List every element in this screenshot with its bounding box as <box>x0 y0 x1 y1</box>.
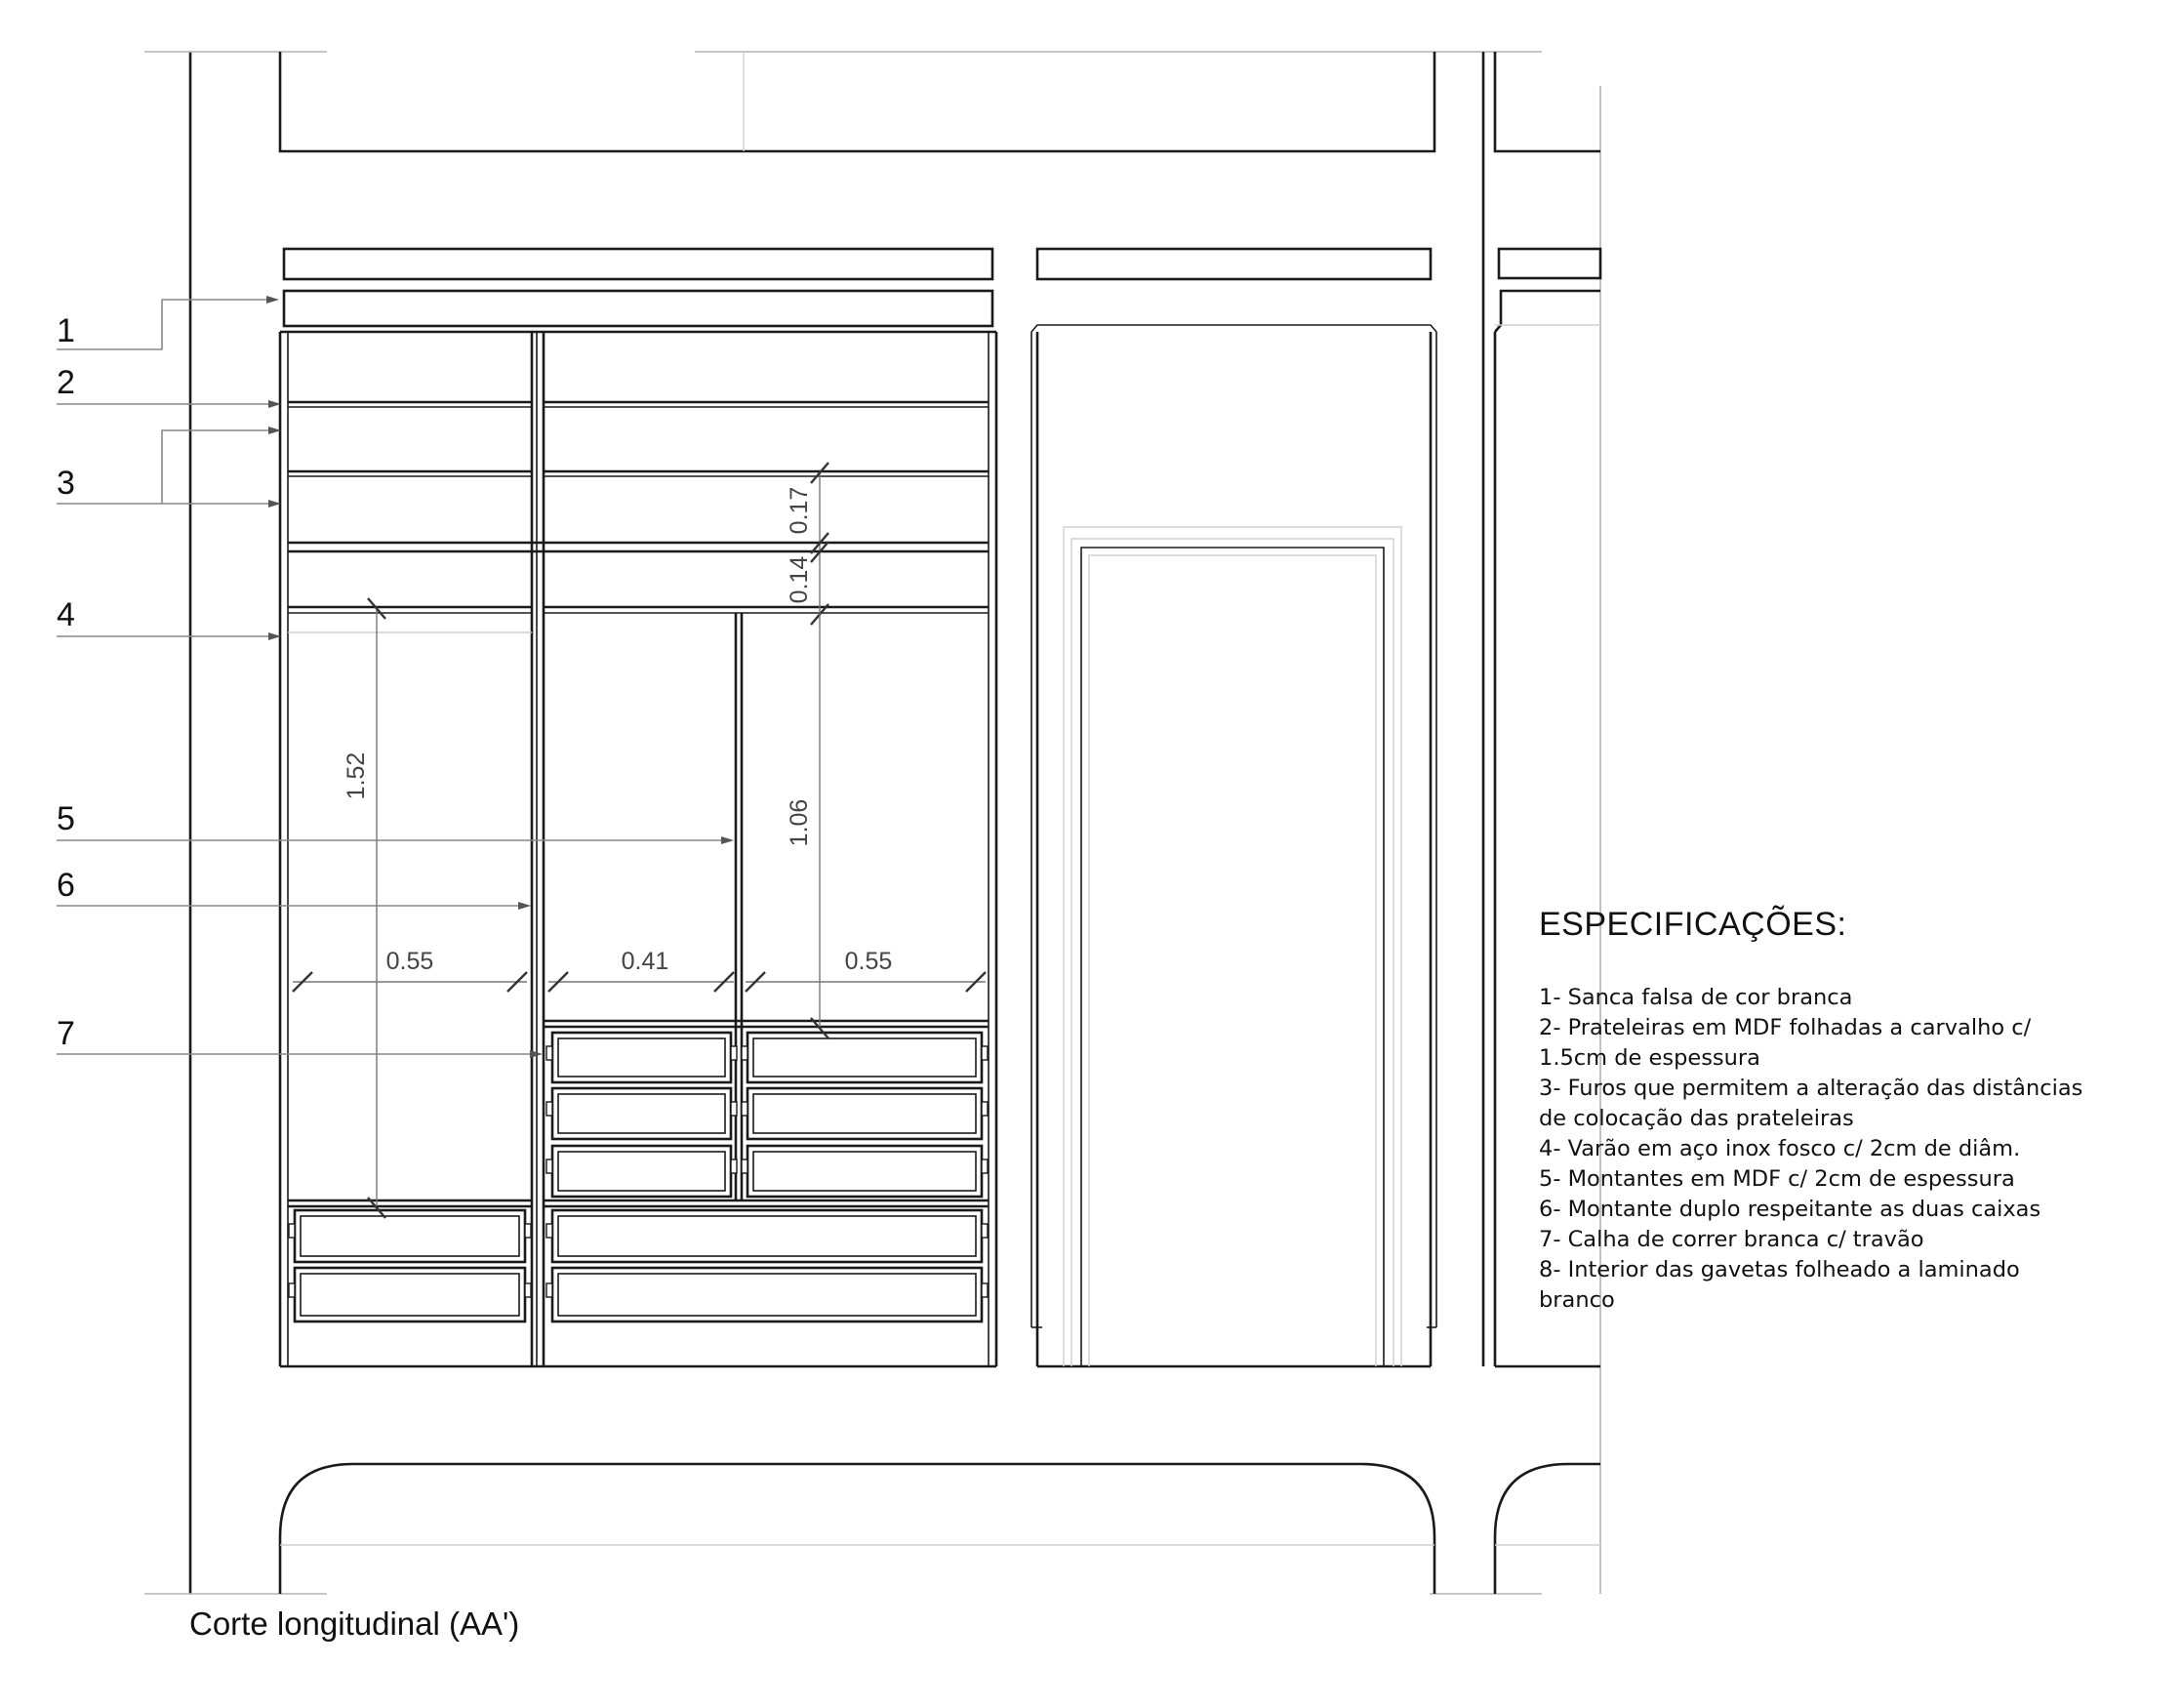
callout-number: 5 <box>57 800 75 837</box>
door-elevation <box>1031 325 1436 1366</box>
specifications-panel <box>1539 906 2124 1316</box>
dimension-label: 1.06 <box>786 798 813 847</box>
building-structure <box>144 52 1600 1594</box>
spec-line: 1- Sanca falsa de cor branca <box>1539 985 1853 1010</box>
spec-line: 2- Prateleiras em MDF folhadas a carvalho c/ <box>1539 1015 2032 1040</box>
callout-number: 1 <box>57 312 75 349</box>
wardrobe-elevation <box>280 332 996 1366</box>
callout-number: 4 <box>57 596 75 633</box>
spec-line: 5- Montantes em MDF c/ 2cm de espessura <box>1539 1166 2015 1192</box>
callout-number: 7 <box>57 1015 75 1052</box>
spec-line: 8- Interior das gavetas folheado a laminado <box>1539 1257 2020 1282</box>
spec-line: de colocação das prateleiras <box>1539 1106 1854 1131</box>
specifications-list <box>1539 983 2124 1316</box>
dimension-label: 0.55 <box>844 948 893 975</box>
dimension-label: 0.17 <box>786 486 813 535</box>
drawing-caption: Corte longitudinal (AA') <box>189 1606 520 1642</box>
spec-line: 7- Calha de correr branca c/ travão <box>1539 1227 1924 1252</box>
dimension-label: 0.55 <box>385 948 434 975</box>
false-cornice <box>280 249 1431 332</box>
callout-number: 3 <box>57 465 75 502</box>
callout-number: 6 <box>57 867 75 904</box>
dimension-label: 0.41 <box>621 948 669 975</box>
spec-line: branco <box>1539 1287 1615 1313</box>
spec-line: 4- Varão em aço inox fosco c/ 2cm de diâm. <box>1539 1136 2021 1161</box>
dimension-label: 0.14 <box>786 555 813 604</box>
spec-line: 1.5cm de espessura <box>1539 1045 1760 1071</box>
specifications-title: ESPECIFICAÇÕES: <box>1539 906 1847 943</box>
spec-line: 6- Montante duplo respeitante as duas caixas <box>1539 1197 2041 1222</box>
callout-number: 2 <box>57 364 75 401</box>
dimension-label: 1.52 <box>343 752 370 800</box>
callout-leaders <box>57 296 734 1058</box>
spec-line: 3- Furos que permitem a alteração das distâncias <box>1539 1076 2083 1101</box>
